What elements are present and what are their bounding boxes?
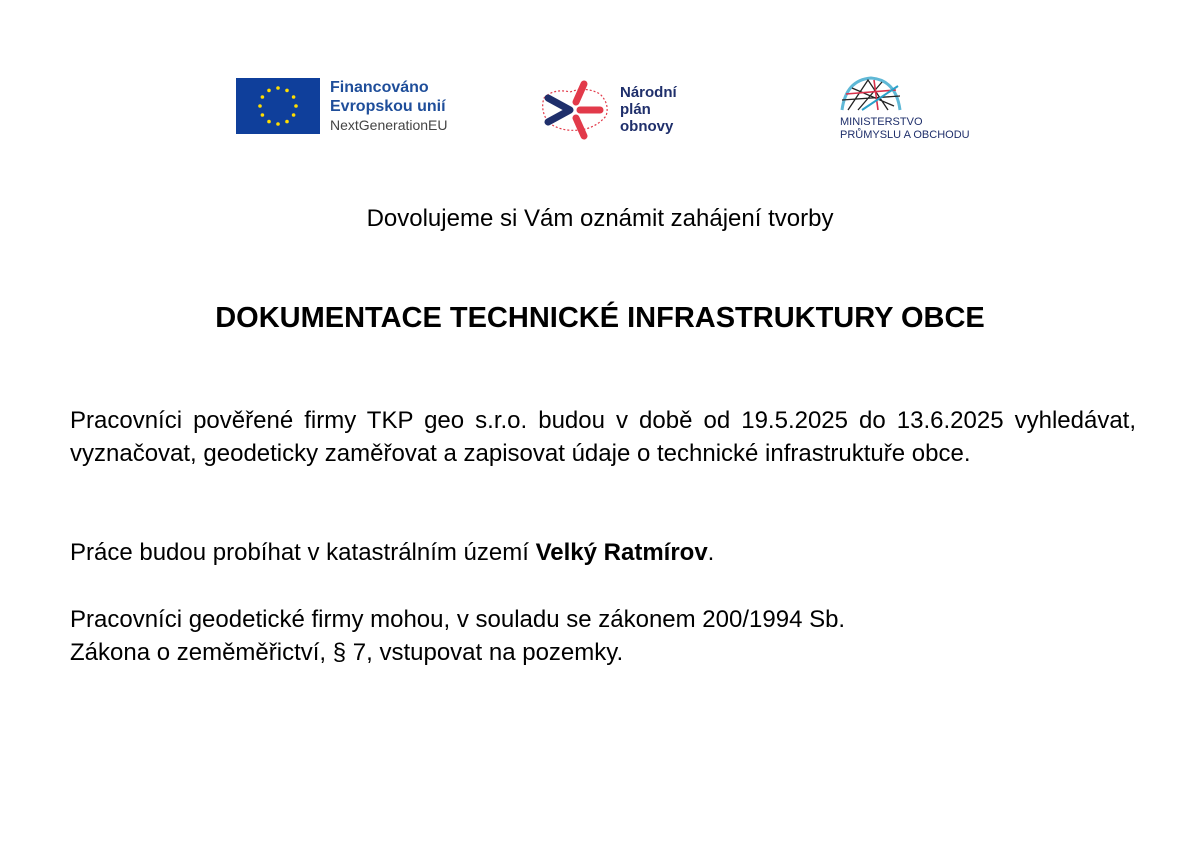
legal-line2: Zákona o zeměměřictví, § 7, vstupovat na pozemky. — [70, 639, 624, 666]
eu-star — [292, 113, 296, 117]
eu-star — [258, 104, 262, 108]
narodni-plan-obnovy-logo-icon — [540, 78, 612, 142]
paragraph-location — [70, 536, 1136, 569]
mpo-line2: PRŮMYSLU A OBCHODU — [840, 129, 970, 141]
mpo-text — [840, 116, 970, 142]
eu-star — [276, 122, 280, 126]
eu-flag-logo — [236, 78, 320, 134]
eu-star — [267, 120, 271, 124]
eu-stars-icon — [236, 78, 320, 134]
document-title: DOKUMENTACE TECHNICKÉ INFRASTRUKTURY OBCE — [215, 302, 985, 334]
cadastral-area-name: Velký Ratmírov — [535, 539, 708, 566]
location-prefix: Práce budou probíhat v katastrálním území — [70, 539, 536, 566]
mpo-line1: MINISTERSTVO — [840, 116, 923, 128]
paragraph-schedule: Pracovníci pověřené firmy TKP geo s.r.o. budou v době od 19.5.2025 do 13.6.2025 vyhledávat, vyznačovat, geodeticky zaměřovat a zapisovat údaje o technické infrastruktuře obce. — [70, 407, 1136, 467]
eu-star — [276, 86, 280, 90]
eu-star — [285, 89, 289, 93]
eu-star — [292, 95, 296, 99]
npo-line3: obnovy — [620, 118, 674, 135]
location-suffix: . — [707, 539, 715, 566]
eu-line2: Evropskou unií — [330, 98, 446, 115]
npo-line2: plán — [620, 101, 651, 118]
intro-text: Dovolujeme si Vám oznámit zahájení tvorby — [366, 205, 834, 232]
eu-line3: NextGenerationEU — [330, 117, 448, 133]
eu-funding-text — [330, 78, 448, 135]
eu-star — [267, 89, 271, 93]
npo-text — [620, 84, 677, 135]
mpo-globe-logo-icon — [838, 76, 904, 112]
npo-line1: Národní — [620, 84, 677, 101]
eu-star — [294, 104, 298, 108]
eu-star — [285, 120, 289, 124]
legal-line1: Pracovníci geodetické firmy mohou, v souladu se zákonem 200/1994 Sb. — [70, 606, 846, 633]
eu-line1: Financováno — [330, 79, 429, 96]
eu-star — [261, 95, 265, 99]
paragraph-legal — [70, 603, 1136, 669]
eu-star — [261, 113, 265, 117]
